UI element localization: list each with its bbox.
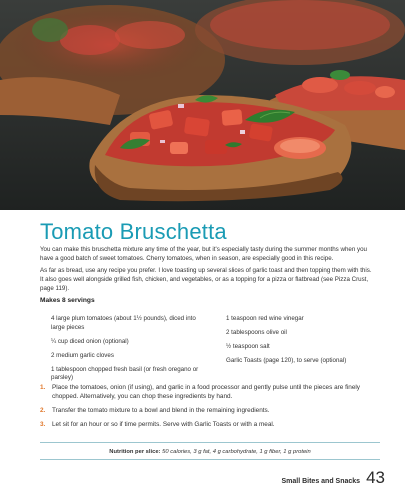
nutrition-label: Nutrition per slice: [109, 449, 161, 455]
ingredient-item: 1 tablespoon chopped fresh basil (or fresh oregano or parsley) [51, 365, 199, 382]
recipe-title: Tomato Bruschetta [40, 219, 227, 244]
ingredient-item: ¼ cup diced onion (optional) [51, 337, 129, 345]
ingredient-item: ½ teaspoon salt [226, 343, 270, 351]
method-step [40, 420, 380, 429]
ingredients-list-left [51, 315, 209, 389]
ingredient-item: 2 tablespoons olive oil [226, 329, 287, 337]
step-text: Let sit for an hour or so if time permits. Serve with Garlic Toasts or with a meal. [52, 421, 275, 428]
page-number: 43 [366, 468, 385, 487]
nutrition-box [40, 442, 380, 460]
step-number: 3. [40, 421, 46, 428]
step-text: Transfer the tomato mixture to a bowl and blend in the remaining ingredients. [52, 407, 270, 414]
step-text: Place the tomatoes, onion (if using), and garlic in a food processor and gently pulse until the pieces are finely chopped. Alternatively, you can chop these ingredients by hand. [52, 384, 360, 400]
method-steps [40, 383, 380, 434]
method-step [40, 383, 380, 401]
intro-paragraph-1: You can make this bruschetta mixture any time of the year, but it's especially tasty during the summer months when you have a good batch of sweet tomatoes. Cherry tomatoes, when in season, are especially good in this recipe. [40, 246, 367, 262]
page-footer [281, 468, 385, 488]
nutrition-values: 50 calories, 3 g fat, 4 g carbohydrate, 1 g fiber, 1 g protein [162, 449, 311, 455]
ingredient-item: 1 teaspoon red wine vinegar [226, 315, 304, 322]
ingredient-item: 4 large plum tomatoes (about 1½ pounds), diced into large pieces [51, 315, 196, 331]
servings-yield: Makes 8 servings [40, 297, 95, 304]
section-name: Small Bites and Snacks [281, 478, 361, 485]
ingredient-item: Garlic Toasts (page 120), to serve (optional) [226, 357, 347, 365]
method-step [40, 406, 380, 415]
intro-paragraph-2: As far as bread, use any recipe you prefer. I love toasting up several slices of garlic toast and then topping them with this. It also goes well alongside grilled fish, chicken, and vegetables, or as a topping for a pizza or flatbread (see Pizza Crust, page 119). [40, 267, 372, 292]
step-number: 2. [40, 407, 46, 414]
ingredients-list-right [226, 315, 376, 371]
ingredient-item: 2 medium garlic cloves [51, 351, 114, 359]
bruschetta-photo [0, 0, 405, 210]
step-number: 1. [40, 384, 46, 391]
